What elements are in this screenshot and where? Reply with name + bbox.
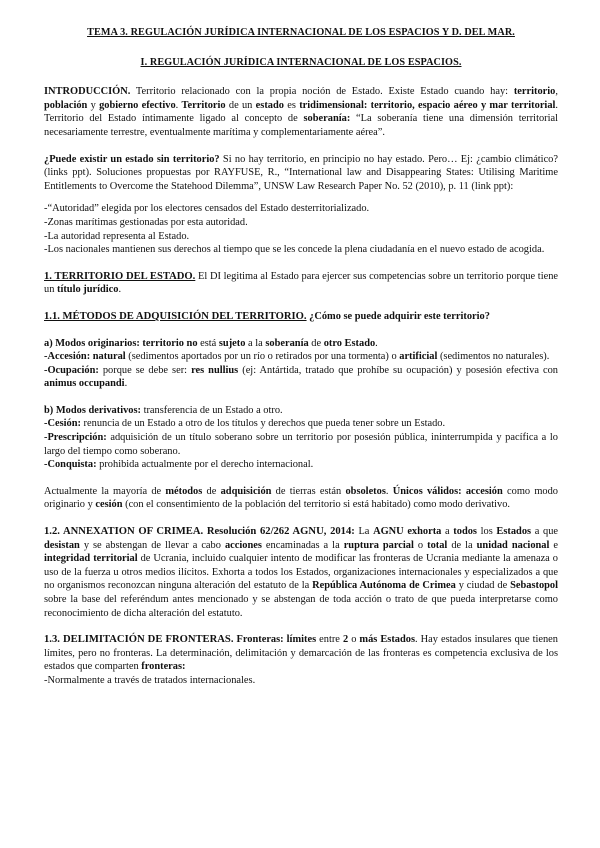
conquista-paragraph: -Conquista: prohibida actualmente por el derecho internacional. bbox=[44, 459, 314, 471]
derivativos-paragraph: b) Modos derivativos: transferencia de un Estado a otro. bbox=[44, 404, 283, 416]
intro-paragraph: INTRODUCCIÓN. Territorio relacionado con la propia noción de Estado. Existe Estado cuando hay: territorio, población y gobierno efectivo. Territorio de un estado es tridimensional: territorio, espacio aéreo y mar territorial. Territorio del Estado íntimamente ligado al concepto de soberanía: “La soberanía tiene una dimensión territorial necesariamente terrestre, eventualmente marítima y complementariamente aérea”. bbox=[44, 86, 559, 138]
question-paragraph: ¿Puede existir un estado sin territorio? Si no hay territorio, en principio no hay estado. Pero… Ej: ¿cambio climático? (links ppt). Soluciones propuestas por RAYFUSE, R., “International law and Disappearing States: Utilising Maritime Entitlements to Overcome the Statehood Dilemma”, UNSW Law Research Paper No. 52 (2010), p. 11 (link ppt): bbox=[44, 153, 558, 192]
accesion-paragraph: -Accesión: natural (sedimentos aportados por un río o retirados por una tormenta) o artificial (sedimentos no naturales). bbox=[44, 351, 550, 363]
cesion-paragraph: -Cesión: renuncia de un Estado a otro de los títulos y derechos que pueda tener sobre un Estado. bbox=[44, 418, 446, 430]
crimea-heading: 1.2. ANNEXATION OF CRIMEA. Resolución 62/262 AGNU, 2014: bbox=[44, 526, 355, 538]
territorio-paragraph: 1. TERRITORIO DEL ESTADO. El DI legitima al Estado para ejercer sus competencias sobre un territorio porque tiene un título jurídico. bbox=[44, 270, 558, 296]
list-item: -Los nacionales mantienen sus derechos al tiempo que se les concede la plena ciudadanía en el nuevo estado de acogida. bbox=[44, 244, 545, 256]
fronteras-paragraph: 1.3. DELIMITACIÓN DE FRONTERAS. Fronteras: límites entre 2 o más Estados. Hay estados insulares que tienen límites, pero no fronteras. La determinación, delimitación y demarcación de las fronteras es competencia exclusiva de los estados que comparten fronteras: bbox=[44, 634, 558, 673]
list-item: -“Autoridad” elegida por los electores censados del Estado desterritorializado. bbox=[44, 203, 370, 215]
list-item: -La autoridad representa al Estado. bbox=[44, 230, 190, 242]
territorio-heading: 1. TERRITORIO DEL ESTADO. bbox=[44, 270, 196, 282]
solutions-list bbox=[44, 202, 558, 256]
section-title: I. REGULACIÓN JURÍDICA INTERNACIONAL DE LOS ESPACIOS. bbox=[140, 56, 462, 68]
prescripcion-paragraph: -Prescripción: adquisición de un título soberano sobre un territorio por posesión pública, ininterrumpida y pacífica a lo largo del tiempo como soberano. bbox=[44, 432, 558, 457]
intro-heading: INTRODUCCIÓN. bbox=[44, 86, 131, 98]
fronteras-heading: 1.3. DELIMITACIÓN DE FRONTERAS. bbox=[44, 634, 234, 646]
list-item: -Zonas marítimas gestionadas por esta autoridad. bbox=[44, 216, 248, 228]
fronteras-last-line: -Normalmente a través de tratados internacionales. bbox=[44, 674, 256, 686]
actualmente-paragraph: Actualmente la mayoría de métodos de adquisición de tierras están obsoletos. Únicos válidos: accesión como modo originario y cesión (con el consentimiento de la población del territorio si está habitado) como modo derivativo. bbox=[44, 485, 558, 511]
document-page bbox=[44, 26, 558, 688]
crimea-paragraph: 1.2. ANNEXATION OF CRIMEA. Resolución 62/262 AGNU, 2014: La AGNU exhorta a todos los Estados a que desistan y se abstengan de llevar a cabo acciones encaminadas a la ruptura parcial o total de la unidad nacional e integridad territorial de Ucrania, incluido cualquier intento de modificar las fronteras de Ucrania mediante la amenaza o uso de la fuerza u otros medios ilícitos. Exhorta a todos los Estados, organizaciones internacionales y especializados a que no organismos reconozcan ninguna alteración del estatuto de la República Autónoma de Crimea y ciudad de Sebastopol sobre la base del referéndum antes mencionado y se abstengan de toda acción o trato de que pueda interpretarse como reconocimiento de dicha alteración del estatuto. bbox=[44, 526, 559, 619]
metodos-heading: 1.1. MÉTODOS DE ADQUISICIÓN DEL TERRITORIO. ¿Cómo se puede adquirir este territorio? bbox=[44, 310, 490, 322]
originarios-paragraph: a) Modos originarios: territorio no está sujeto a la soberanía de otro Estado. bbox=[44, 337, 378, 349]
document-title: TEMA 3. REGULACIÓN JURÍDICA INTERNACIONAL DE LOS ESPACIOS Y D. DEL MAR. bbox=[87, 27, 515, 38]
ocupacion-paragraph: -Ocupación: porque se debe ser: res nullius (ej: Antártida, tratado que prohíbe su ocupación) y posesión efectiva con animus occupandi. bbox=[44, 364, 558, 390]
